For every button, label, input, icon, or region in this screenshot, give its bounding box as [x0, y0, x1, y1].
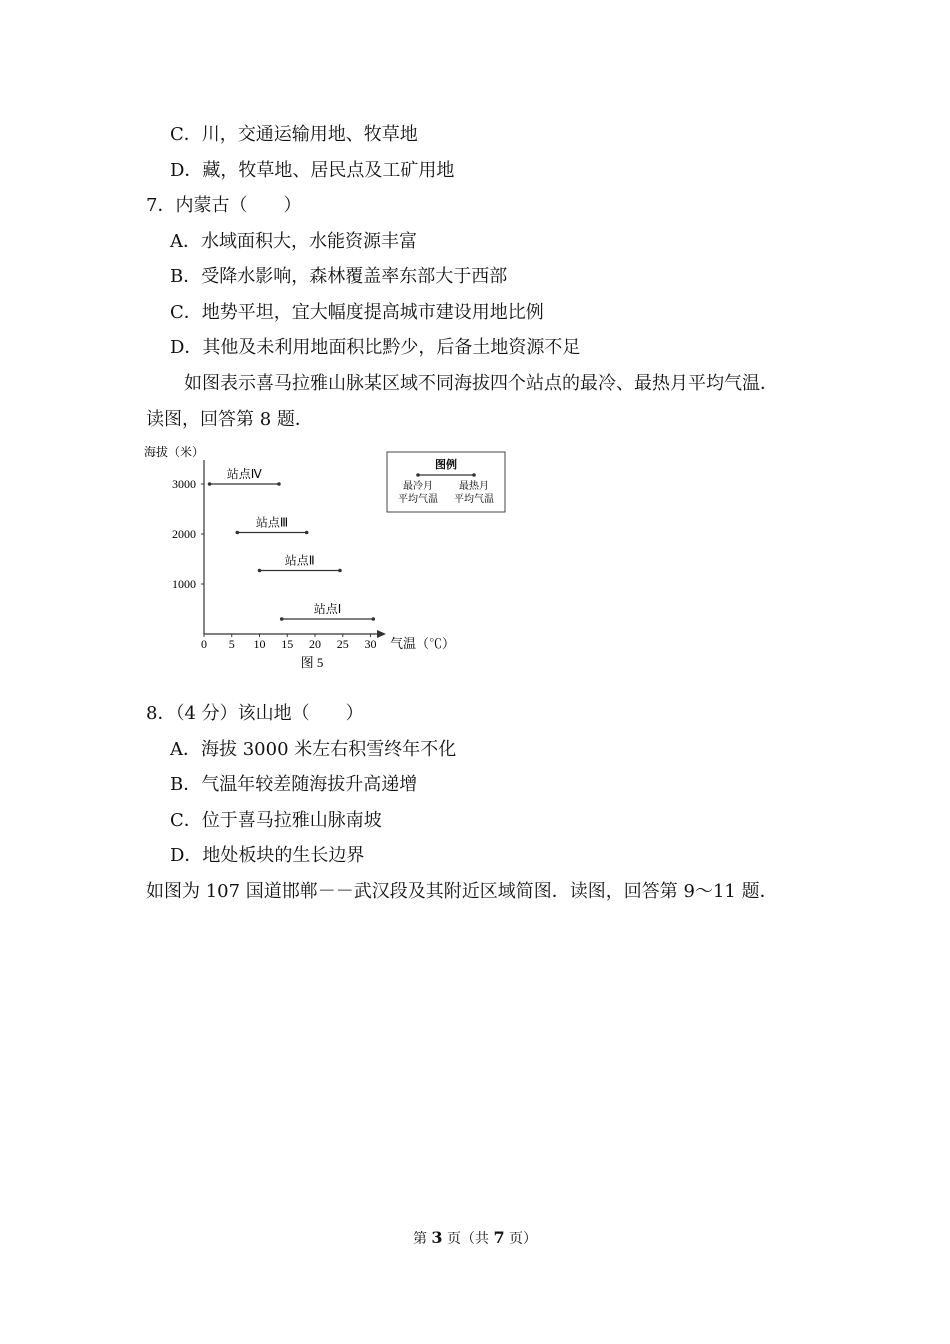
station-label: 站点Ⅰ [313, 602, 342, 616]
x-tick-label: 15 [281, 637, 294, 651]
station-label: 站点Ⅲ [255, 515, 289, 530]
legend-title: 图例 [435, 458, 457, 471]
station-coldest-point [236, 531, 240, 535]
station-coldest-point [208, 482, 212, 486]
q9-intro: 如图为 107 国道邯郸－－武汉段及其附近区域简图．读图，回答第 9～11 题． [146, 881, 778, 902]
footer-suffix: 页） [504, 1231, 538, 1247]
footer-middle: 页（共 [442, 1231, 494, 1247]
x-axis-arrow [377, 630, 386, 638]
q7-stem: 7．内蒙古（ ） [146, 195, 302, 216]
altitude-temperature-chart [140, 440, 520, 672]
q8-option-d: D．地处板块的生长边界 [170, 845, 365, 866]
q8-option-c: C．位于喜马拉雅山脉南坡 [170, 810, 382, 831]
q8-intro-line-2: 读图，回答第 8 题． [146, 409, 313, 430]
x-axis-label: 气温（℃） [390, 636, 456, 651]
legend-cold-label-2: 平均气温 [398, 494, 438, 505]
q7-option-a: A．水域面积大，水能资源丰富 [170, 231, 417, 252]
q7-option-d: D．其他及未利用地面积比黔少，后备土地资源不足 [170, 337, 581, 358]
q8-intro-line-1: 如图表示喜马拉雅山脉某区域不同海拔四个站点的最冷、最热月平均气温． [184, 373, 778, 394]
legend-hot-label-2: 平均气温 [454, 494, 494, 505]
legend-hot-dot [472, 473, 476, 477]
station-hottest-point [277, 482, 281, 486]
x-tick-label: 20 [309, 637, 321, 651]
page-footer [0, 1228, 950, 1248]
y-axis-label: 海拔（米） [144, 445, 205, 459]
footer-page-number: 3 [431, 1228, 443, 1247]
q8-option-b: B．气温年较差随海拔升高递增 [170, 774, 418, 795]
y-tick-label: 3000 [172, 477, 196, 491]
legend [387, 452, 505, 512]
y-tick-label: 1000 [172, 577, 196, 591]
legend-cold-dot [416, 473, 420, 477]
q7-option-c: C．地势平坦，宜大幅度提高城市建设用地比例 [170, 302, 544, 323]
x-tick-label: 10 [253, 637, 266, 651]
y-tick-label: 2000 [172, 527, 196, 541]
x-tick-label: 30 [364, 637, 377, 651]
q8-stem: 8．（4 分）该山地（ ） [146, 703, 364, 724]
q7-option-b: B．受降水影响，森林覆盖率东部大于西部 [170, 266, 508, 287]
station-coldest-point [280, 617, 284, 621]
figure-caption: 图 5 [300, 655, 324, 670]
x-tick-label: 25 [336, 637, 349, 651]
q8-option-a: A．海拔 3000 米左右积雪终年不化 [170, 739, 457, 760]
q6-option-c: C．川，交通运输用地、牧草地 [170, 124, 418, 145]
legend-hot-label-1: 最热月 [459, 481, 489, 492]
legend-cold-label-1: 最冷月 [403, 481, 433, 492]
station-hottest-point [371, 617, 375, 621]
q6-option-d: D．藏，牧草地、居民点及工矿用地 [170, 160, 455, 181]
footer-prefix: 第 [412, 1231, 432, 1247]
footer-total-pages: 7 [493, 1228, 505, 1247]
station-hottest-point [338, 569, 342, 573]
station-label: 站点Ⅳ [226, 467, 262, 481]
x-tick-label: 0 [201, 637, 207, 651]
x-tick-label: 5 [228, 637, 235, 651]
station-label: 站点Ⅱ [284, 553, 315, 568]
station-hottest-point [305, 531, 309, 535]
station-coldest-point [258, 569, 262, 573]
